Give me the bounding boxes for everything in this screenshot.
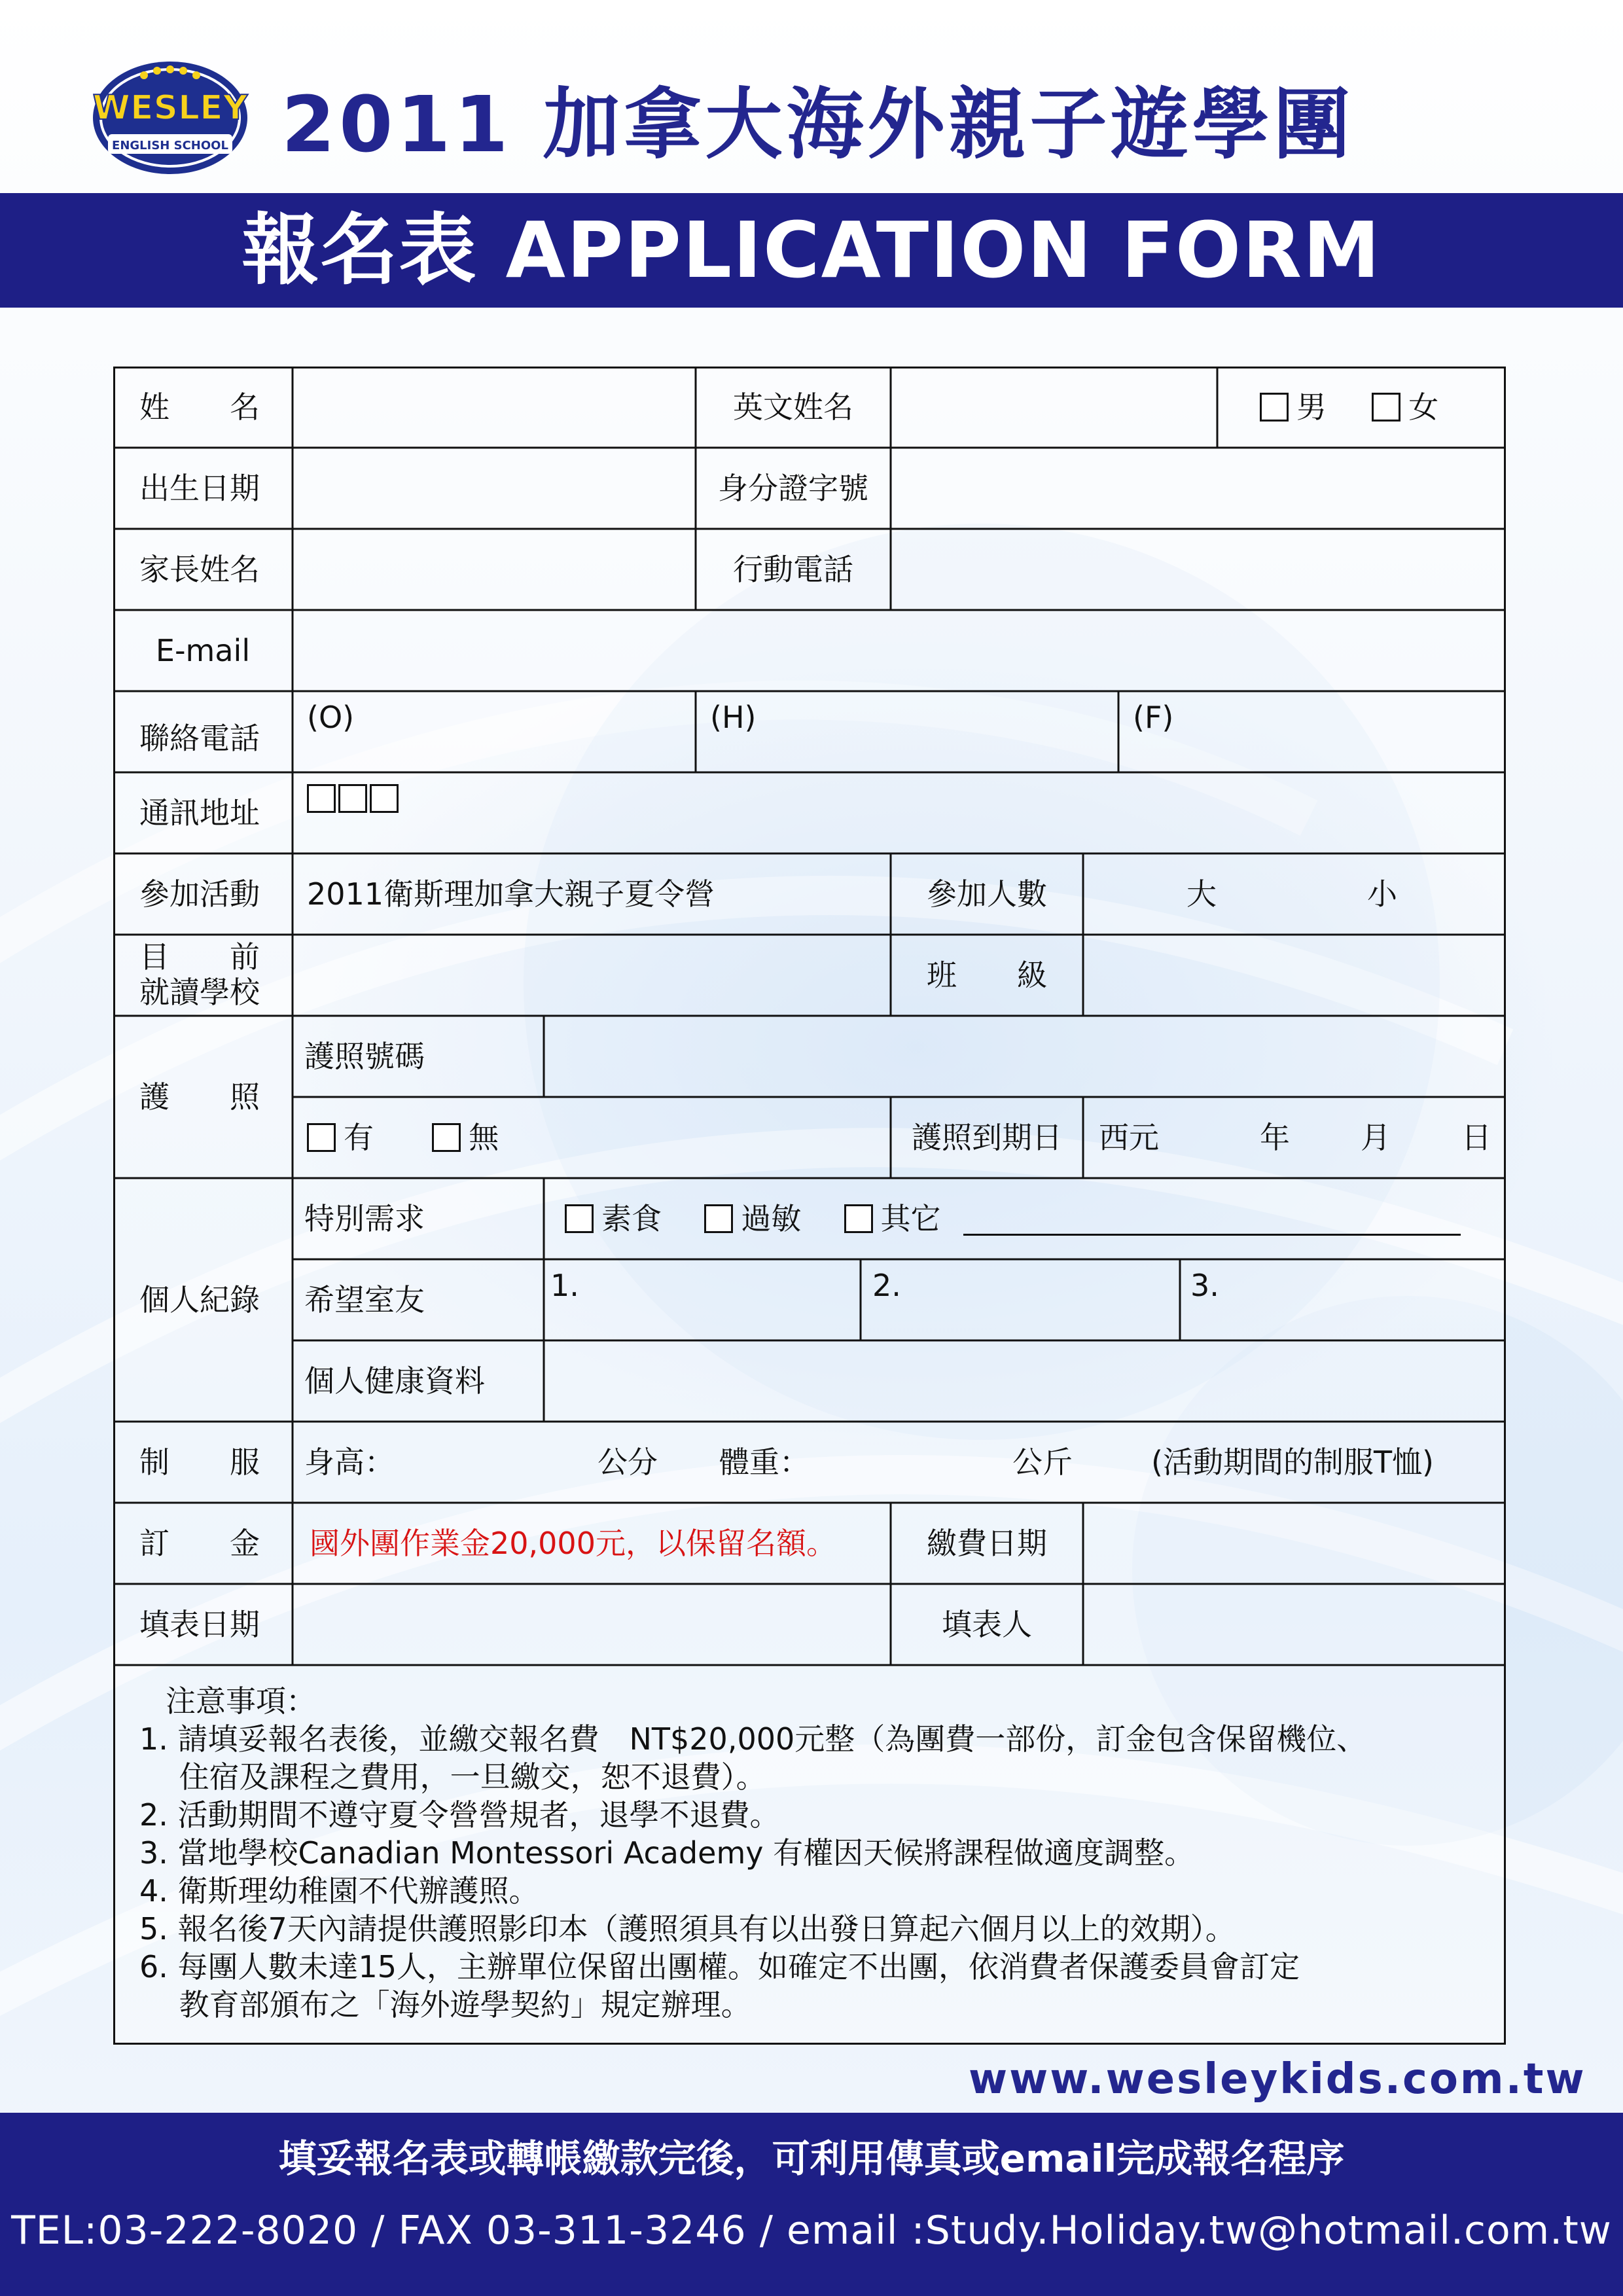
notes-line: 1. 請填妥報名表後，並繳交報名費 NT$20,000元整（為團費一部份，訂金包含保留機位、: [139, 1721, 1367, 1757]
allergy-checkbox[interactable]: [704, 1204, 733, 1233]
health-info-field[interactable]: [548, 1344, 1502, 1419]
female-checkbox[interactable]: [1372, 393, 1400, 422]
id-number-field[interactable]: [895, 452, 1502, 526]
notes-line: 2. 活動期間不遵守夏令營營規者，退學不退費。: [139, 1797, 780, 1833]
phone-home-label[interactable]: (H): [710, 700, 757, 735]
uniform-note: (活動期間的制服T恤): [1151, 1444, 1434, 1480]
wesley-logo: [82, 46, 259, 177]
passport-yes-checkbox[interactable]: [307, 1123, 336, 1152]
roommate-label: 希望室友: [304, 1282, 425, 1318]
vegetarian-checkbox[interactable]: [565, 1204, 594, 1233]
website-link[interactable]: www.wesleykids.com.tw: [969, 2055, 1586, 2104]
deposit-label: 訂 金: [139, 1526, 260, 1561]
fill-date-field[interactable]: [296, 1588, 887, 1662]
notes-line: 住宿及課程之費用，一旦繳交，恕不退費）。: [139, 1759, 766, 1795]
address-label: 通訊地址: [139, 795, 260, 831]
height-unit: 公分: [597, 1444, 658, 1480]
headline-title: 2011 加拿大海外親子遊學團: [281, 79, 1355, 170]
english-name-field[interactable]: [895, 370, 1214, 445]
passport-label: 護 照: [139, 1079, 260, 1115]
parent-name-label: 家長姓名: [139, 552, 260, 587]
other-underline-field[interactable]: [963, 1205, 1461, 1236]
postal-code-boxes[interactable]: [307, 779, 401, 818]
payment-date-label: 繳費日期: [927, 1526, 1047, 1561]
notes-line: 3. 當地學校Canadian Montessori Academy 有權因天候將課程做適度調整。: [139, 1835, 1195, 1871]
roommate-1[interactable]: 1.: [550, 1268, 579, 1303]
child-label: 小: [1367, 876, 1397, 912]
footer-instruction: 填妥報名表或轉帳繳款完後，可利用傳真或email完成報名程序: [278, 2136, 1345, 2181]
male-checkbox[interactable]: [1260, 393, 1289, 422]
notes-line: 教育部頒布之「海外遊學契約」規定辦理。: [139, 1987, 751, 2022]
phone-fax-label[interactable]: (F): [1133, 700, 1174, 735]
notes-section: [139, 1682, 1488, 2024]
weight-label: 體重：: [719, 1444, 810, 1480]
activity-value: 2011衛斯理加拿大親子夏令營: [307, 876, 715, 912]
uniform-label: 制 服: [139, 1444, 260, 1480]
email-label: E-mail: [155, 633, 251, 668]
passport-no-label: 無: [469, 1120, 499, 1155]
school-label-line2: 就讀學校: [139, 975, 260, 1010]
svg-text:ENGLISH SCHOOL: ENGLISH SCHOOL: [112, 139, 228, 152]
mobile-label: 行動電話: [733, 552, 853, 587]
personal-record-label: 個人紀錄: [139, 1282, 260, 1318]
school-label-line1: 目 前: [139, 939, 260, 975]
postal-box[interactable]: [370, 784, 399, 813]
birth-date-field[interactable]: [296, 452, 692, 526]
male-label: 男: [1296, 389, 1327, 425]
name-field[interactable]: [296, 370, 692, 445]
passport-expiry-label: 護照到期日: [912, 1120, 1062, 1155]
application-form: [113, 367, 1506, 2045]
class-field[interactable]: [1087, 939, 1502, 1013]
notes-title: 注意事項：: [166, 1683, 316, 1719]
deposit-value: 國外團作業金20,000元，以保留名額。: [310, 1526, 836, 1561]
vegetarian-label: 素食: [601, 1201, 662, 1236]
expiry-day: 日: [1461, 1120, 1491, 1155]
roommate-3[interactable]: 3.: [1190, 1268, 1219, 1303]
postal-box[interactable]: [307, 784, 336, 813]
participants-label: 參加人數: [927, 876, 1047, 912]
passport-number-label: 護照號碼: [304, 1039, 425, 1074]
expiry-month: 月: [1361, 1120, 1391, 1155]
phone-office-label[interactable]: (O): [307, 700, 355, 735]
other-label: 其它: [880, 1201, 941, 1236]
phone-label: 聯絡電話: [139, 721, 260, 756]
english-name-label: 英文姓名: [733, 389, 853, 425]
height-label: 身高：: [304, 1444, 395, 1480]
special-needs-label: 特別需求: [304, 1201, 425, 1236]
female-label: 女: [1408, 389, 1439, 425]
footer-bar: [0, 2113, 1623, 2296]
form-banner: 報名表 APPLICATION FORM: [0, 193, 1623, 308]
allergy-label: 過敏: [741, 1201, 802, 1236]
mobile-field[interactable]: [895, 533, 1502, 607]
expiry-era: 西元: [1099, 1120, 1159, 1155]
filler-label: 填表人: [942, 1607, 1032, 1642]
fill-date-label: 填表日期: [139, 1607, 260, 1642]
notes-line: 6. 每團人數未達15人，主辦單位保留出團權。如確定不出團，依消費者保護委員會訂定: [139, 1949, 1300, 1984]
svg-text:WESLEY: WESLEY: [92, 88, 248, 128]
notes-line: 4. 衛斯理幼稚園不代辦護照。: [139, 1873, 539, 1909]
activity-label: 參加活動: [139, 876, 260, 912]
filler-field[interactable]: [1087, 1588, 1502, 1662]
passport-yes-label: 有: [344, 1120, 374, 1155]
email-field[interactable]: [296, 614, 1502, 689]
health-info-label: 個人健康資料: [304, 1363, 485, 1399]
payment-date-field[interactable]: [1087, 1507, 1502, 1581]
notes-line: 5. 報名後7天內請提供護照影印本（護照須具有以出發日算起六個月以上的效期）。: [139, 1911, 1236, 1946]
name-label: 姓 名: [139, 389, 260, 425]
postal-box[interactable]: [338, 784, 367, 813]
id-number-label: 身分證字號: [718, 471, 868, 506]
weight-unit: 公斤: [1012, 1444, 1073, 1480]
expiry-year: 年: [1260, 1120, 1290, 1155]
footer-contact: TEL:03-222-8020 / FAX 03-311-3246 / email :Study.Holiday.tw@hotmail.com.tw: [11, 2208, 1612, 2253]
parent-name-field[interactable]: [296, 533, 692, 607]
passport-no-checkbox[interactable]: [432, 1123, 461, 1152]
class-label: 班 級: [927, 958, 1047, 993]
school-field[interactable]: [296, 939, 887, 1013]
adult-label: 大: [1186, 876, 1217, 912]
other-checkbox[interactable]: [844, 1204, 873, 1233]
birth-date-label: 出生日期: [139, 471, 260, 506]
passport-number-field[interactable]: [548, 1020, 1502, 1094]
roommate-2[interactable]: 2.: [872, 1268, 901, 1303]
